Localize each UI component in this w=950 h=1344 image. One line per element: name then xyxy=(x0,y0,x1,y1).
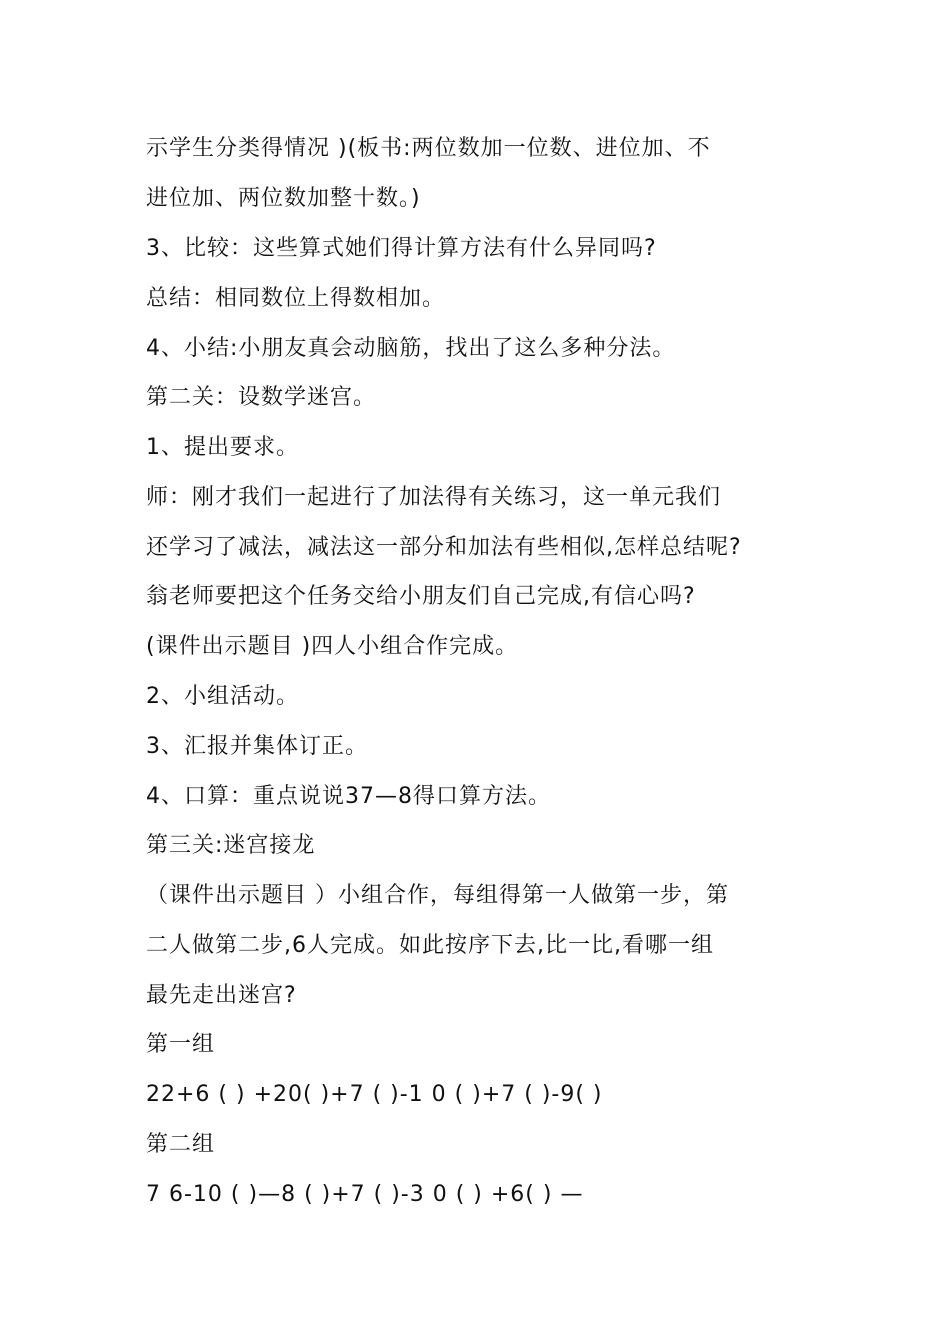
group-label: 第二组 xyxy=(146,1132,216,1157)
equation-line: 22+6 ( ) +20( )+7 ( )-1 0 ( )+7 ( )-9( ) xyxy=(146,1082,603,1107)
text-line: 师：刚才我们一起进行了加法得有关练习，这一单元我们 xyxy=(146,485,722,510)
text-line: (课件出示题目 )四人小组合作完成。 xyxy=(146,634,519,659)
text-line: 3、比较：这些算式她们得计算方法有什么异同吗? xyxy=(146,236,657,261)
text-line: 翁老师要把这个任务交给小朋友们自己完成,有信心吗? xyxy=(146,584,696,609)
text-line: （课件出示题目 ）小组合作，每组得第一人做第一步，第 xyxy=(146,883,729,908)
section-heading: 第三关:迷宫接龙 xyxy=(146,833,316,858)
text-line: 还学习了减法，减法这一部分和加法有些相似,怎样总结呢? xyxy=(146,535,742,560)
text-line: 3、汇报并集体订正。 xyxy=(146,734,368,759)
equation-line: 7 6-10 ( )—8 ( )+7 ( )-3 0 ( ) +6( ) — xyxy=(146,1182,584,1207)
text-line: 1、提出要求。 xyxy=(146,435,299,460)
text-line: 二人做第二步,6人完成。如此按序下去,比一比,看哪一组 xyxy=(146,933,714,958)
text-line: 进位加、两位数加整十数。) xyxy=(146,186,421,211)
text-line: 最先走出迷宫? xyxy=(146,983,297,1008)
text-line: 示学生分类得情况 )(板书:两位数加一位数、进位加、不 xyxy=(146,136,711,161)
group-label: 第一组 xyxy=(146,1032,216,1057)
text-line: 总结：相同数位上得数相加。 xyxy=(146,286,446,311)
text-line: 4、口算：重点说说37—8得口算方法。 xyxy=(146,784,551,809)
text-line: 2、小组活动。 xyxy=(146,684,299,709)
section-heading: 第二关：设数学迷宫。 xyxy=(146,385,377,410)
text-line: 4、小结:小朋友真会动脑筋，找出了这么多种分法。 xyxy=(146,336,676,361)
